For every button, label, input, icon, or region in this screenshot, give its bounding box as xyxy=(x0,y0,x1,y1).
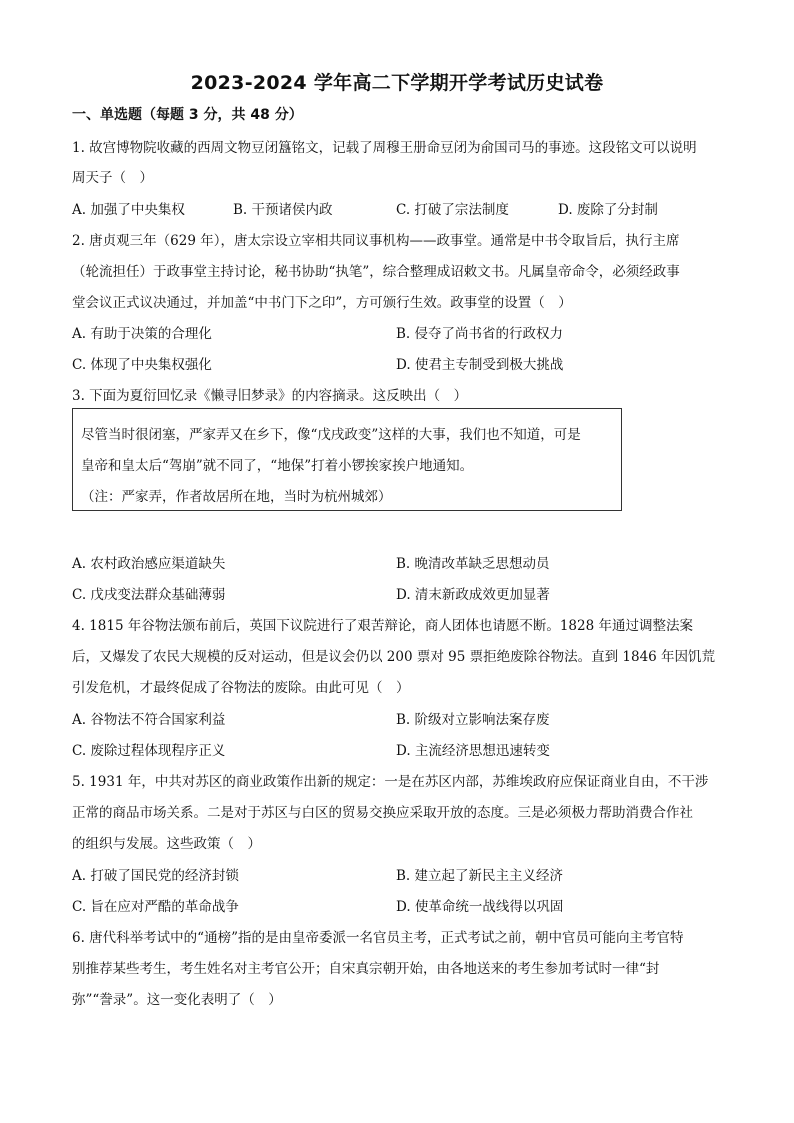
question-4-option-b: B. 阶级对立影响法案存废 xyxy=(396,712,550,728)
question-4-option-a: A. 谷物法不符合国家利益 xyxy=(72,712,226,728)
question-4-option-c: C. 废除过程体现程序正义 xyxy=(72,743,226,759)
question-3-line-1: 3. 下面为夏衍回忆录《懒寻旧梦录》的内容摘录。这反映出（ ） xyxy=(72,388,468,404)
question-1-option-d: D. 废除了分封制 xyxy=(558,202,658,218)
section-heading: 一、单选题（每题 3 分，共 48 分） xyxy=(72,107,303,123)
question-1-option-b: B. 干预诸侯内政 xyxy=(233,202,333,218)
question-1-line-2: 周天子（ ） xyxy=(72,170,153,186)
question-1-line-1: 1. 故宫博物院收藏的西周文物豆闭簋铭文，记载了周穆王册命豆闭为俞国司马的事迹。这段铭文可以说明 xyxy=(72,140,697,156)
question-6-line-2: 别推荐某些考生，考生姓名对主考官公开；自宋真宗朝开始，由各地送来的考生参加考试时一律“封 xyxy=(72,961,660,977)
question-3-option-a: A. 农村政治感应渠道缺失 xyxy=(72,556,226,572)
question-5-line-1: 5. 1931 年，中共对苏区的商业政策作出新的规定：一是在苏区内部，苏维埃政府应保证商业自由，不干涉 xyxy=(72,774,709,790)
question-6-line-3: 弥”“誊录”。这一变化表明了（ ） xyxy=(72,992,282,1008)
question-2-line-2: （轮流担任）于政事堂主持讨论，秘书协助“执笔”，综合整理成诏敕文书。凡属皇帝命令，必须经政事 xyxy=(72,264,680,280)
question-2-line-3: 堂会议正式议决通过，并加盖“中书门下之印”，方可颁行生效。政事堂的设置（ ） xyxy=(72,295,572,311)
quote-line-2: 皇帝和皇太后“驾崩”就不同了，“地保”打着小锣挨家挨户地通知。 xyxy=(81,458,474,474)
question-2-option-a: A. 有助于决策的合理化 xyxy=(72,326,212,342)
question-5-option-b: B. 建立起了新民主主义经济 xyxy=(396,868,564,884)
question-1-option-c: C. 打破了宗法制度 xyxy=(396,202,509,218)
question-1-option-a: A. 加强了中央集权 xyxy=(72,202,185,218)
question-5-option-c: C. 旨在应对严酷的革命战争 xyxy=(72,899,239,915)
quote-line-3: （注：严家弄，作者故居所在地，当时为杭州城郊） xyxy=(81,489,392,505)
question-4-option-d: D. 主流经济思想迅速转变 xyxy=(396,743,550,759)
question-4-line-1: 4. 1815 年谷物法颁布前后，英国下议院进行了艰苦辩论，商人团体也请愿不断。1828 年通过调整法案 xyxy=(72,618,693,634)
question-2-line-1: 2. 唐贞观三年（629 年），唐太宗设立宰相共同议事机构——政事堂。通常是中书令取旨后，执行主席 xyxy=(72,233,680,249)
question-5-line-3: 的组织与发展。这些政策（ ） xyxy=(72,836,261,852)
question-5-option-a: A. 打破了国民党的经济封锁 xyxy=(72,868,239,884)
question-3-option-c: C. 戊戌变法群众基础薄弱 xyxy=(72,587,226,603)
question-3-option-b: B. 晚清改革缺乏思想动员 xyxy=(396,556,550,572)
question-6-line-1: 6. 唐代科举考试中的“通榜”指的是由皇帝委派一名官员主考，正式考试之前，朝中官员可能向主考官特 xyxy=(72,930,684,946)
question-5-line-2: 正常的商品市场关系。二是对于苏区与白区的贸易交换应采取开放的态度。三是必须极力帮助消费合作社 xyxy=(72,805,693,821)
page-title: 2023-2024 学年高二下学期开学考试历史试卷 xyxy=(190,72,604,94)
question-2-option-d: D. 使君主专制受到极大挑战 xyxy=(396,357,564,373)
question-3-option-d: D. 清末新政成效更加显著 xyxy=(396,587,550,603)
question-2-option-c: C. 体现了中央集权强化 xyxy=(72,357,212,373)
question-4-line-2: 后，又爆发了农民大规模的反对运动，但是议会仍以 200 票对 95 票拒绝废除谷物法。直到 1846 年因饥荒 xyxy=(72,649,716,665)
question-4-line-3: 引发危机，才最终促成了谷物法的废除。由此可见（ ） xyxy=(72,680,410,696)
quote-line-1: 尽管当时很闭塞，严家弄又在乡下，像“戊戌政变”这样的大事，我们也不知道，可是 xyxy=(81,427,581,443)
quote-box xyxy=(72,408,622,511)
question-2-option-b: B. 侵夺了尚书省的行政权力 xyxy=(396,326,564,342)
question-5-option-d: D. 使革命统一战线得以巩固 xyxy=(396,899,564,915)
